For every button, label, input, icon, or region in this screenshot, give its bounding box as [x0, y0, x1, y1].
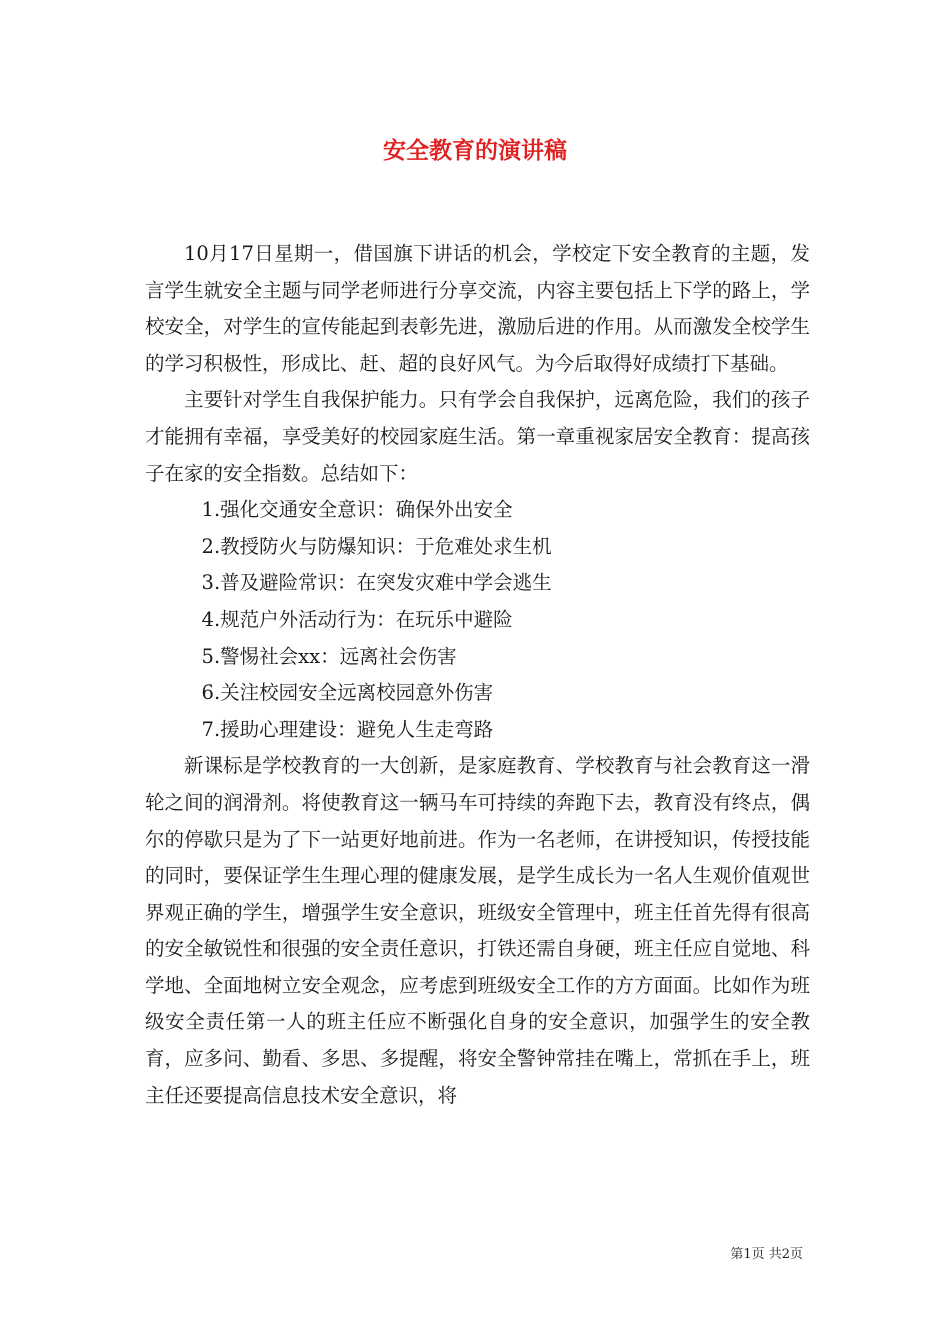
page-number: 第1页 共2页: [730, 1247, 803, 1262]
list-item: 7.援助心理建设：避免人生走弯路: [201, 717, 494, 741]
document-body: [145, 236, 810, 1114]
paragraph-intro: 10月17日星期一，借国旗下讲话的机会，学校定下安全教育的主题，发言学生就安全主题与同学老师进行分享交流，内容主要包括上下学的路上，学校安全，对学生的宣传能起到表彰先进，激励后进的作用。从而激发全校学生的学习积极性，形成比、赶、超的良好风气。为今后取得好成绩打下基础。: [145, 242, 810, 375]
list-item: 5.警惕社会xx：远离社会伤害: [201, 644, 457, 668]
safety-list: [145, 492, 810, 748]
paragraph-closing: 新课标是学校教育的一大创新，是家庭教育、学校教育与社会教育这一滑轮之间的润滑剂。将使教育这一辆马车可持续的奔跑下去，教育没有终点，偶尔的停歇只是为了下一站更好地前进。作为一名老师，在讲授知识，传授技能的同时，要保证学生生理心理的健康发展，是学生成长为一名人生观价值观世界观正确的学生，增强学生安全意识，班级安全管理中，班主任首先得有很高的安全敏锐性和很强的安全责任意识，打铁还需自身硬，班主任应自觉地、科学地、全面地树立安全观念，应考虑到班级安全工作的方方面面。比如作为班级安全责任第一人的班主任应不断强化自身的安全意识，加强学生的安全教育，应多问、勤看、多思、多提醒，将安全警钟常挂在嘴上，常抓在手上，班主任还要提高信息技术安全意识，将: [145, 754, 810, 1107]
paragraph-summary: 主要针对学生自我保护能力。只有学会自我保护，远离危险，我们的孩子才能拥有幸福，享受美好的校园家庭生活。第一章重视家居安全教育：提高孩子在家的安全指数。总结如下：: [145, 388, 810, 485]
list-item: 3.普及避险常识：在突发灾难中学会逃生: [201, 571, 552, 595]
list-item: 6.关注校园安全远离校园意外伤害: [201, 681, 494, 705]
list-item: 2.教授防火与防爆知识：于危难处求生机: [201, 534, 552, 558]
list-item: 4.规范户外活动行为：在玩乐中避险: [201, 607, 513, 631]
document-title: 安全教育的演讲稿: [383, 137, 567, 164]
list-item: 1.强化交通安全意识：确保外出安全: [201, 498, 513, 522]
